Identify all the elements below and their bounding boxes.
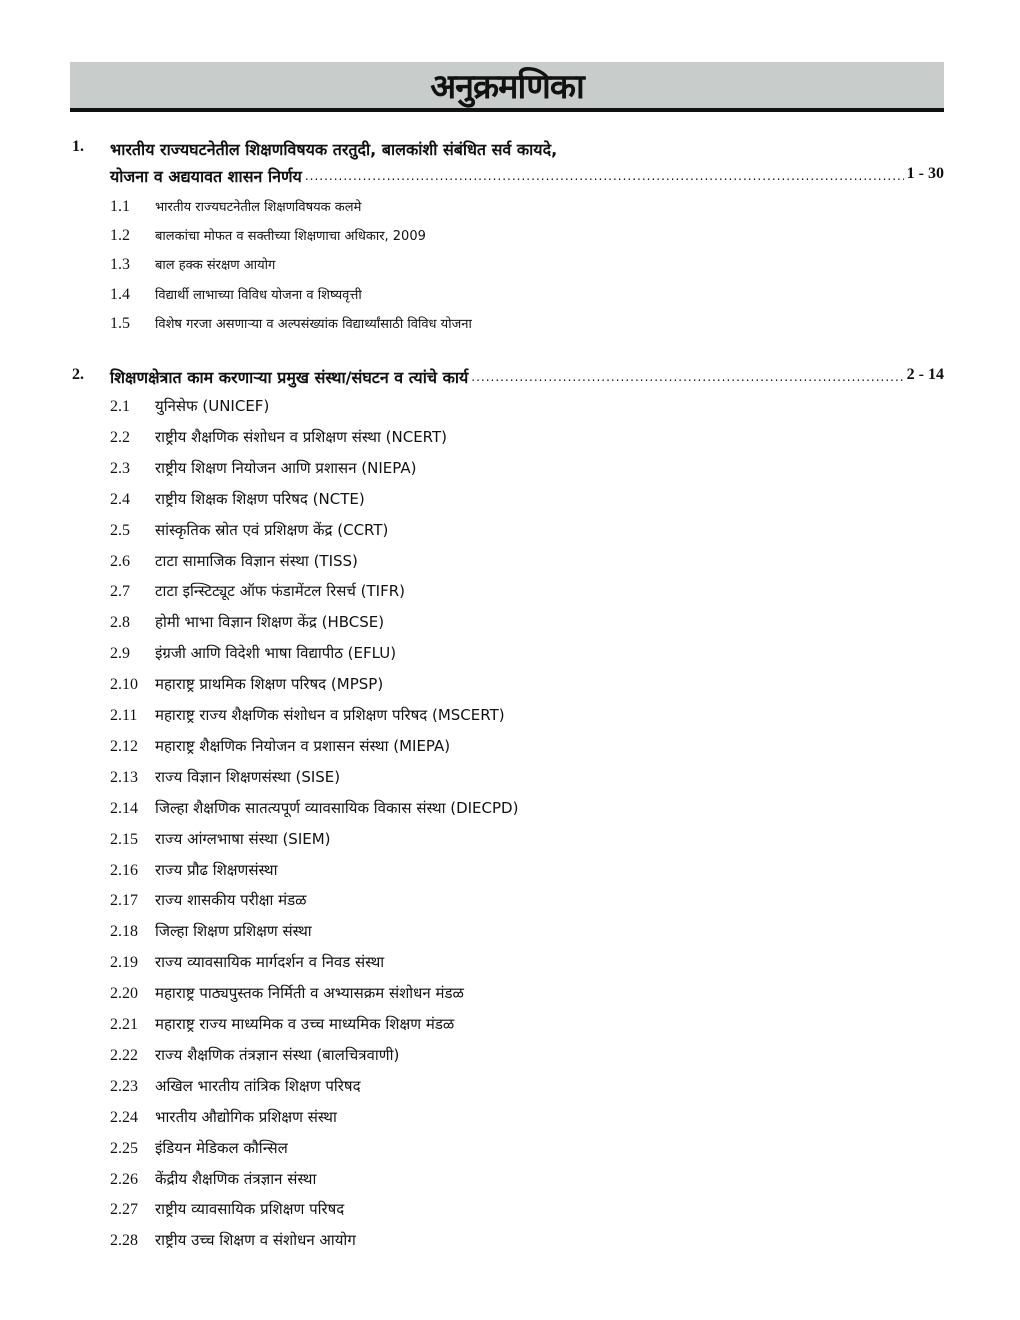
subitem-number: 2.13: [110, 768, 138, 786]
toc-section-1[interactable]: [72, 138, 944, 188]
page-range: 2 - 14: [906, 366, 944, 383]
toc-subitem[interactable]: [110, 396, 269, 416]
subitem-number: 1.2: [110, 227, 130, 245]
toc-subitem[interactable]: [110, 1230, 356, 1250]
subitem-number: 2.3: [110, 459, 130, 477]
subitem-title: महाराष्ट्र शैक्षणिक नियोजन व प्रशासन संस्था (MIEPA): [155, 736, 451, 755]
subitem-number: 2.26: [110, 1170, 138, 1188]
subitem-number: 2.5: [110, 521, 130, 539]
subitem-number: 1.3: [110, 256, 130, 274]
subitem-number: 2.21: [110, 1016, 138, 1033]
subitem-number: 2.20: [110, 985, 138, 1003]
subitem-number: 2.17: [110, 892, 138, 910]
subitem-title: विशेष गरजा असणाऱ्या व अल्पसंख्यांक विद्यार्थ्यांसाठी विविध योजना: [155, 316, 472, 332]
subitem-title: महाराष्ट्र राज्य शैक्षणिक संशोधन व प्रशिक्षण परिषद (MSCERT): [155, 706, 505, 724]
toc-subitem[interactable]: [110, 829, 331, 849]
toc-subitem[interactable]: [110, 458, 416, 478]
subitem-number: 2.18: [110, 923, 138, 941]
toc-subitem[interactable]: [110, 1199, 344, 1219]
subitem-title: राज्य शासकीय परीक्षा मंडळ: [155, 891, 307, 910]
title-band: [70, 62, 944, 112]
subitem-number: 2.12: [110, 737, 138, 755]
toc-subitem[interactable]: [110, 643, 396, 663]
subitem-number: 2.11: [110, 707, 138, 724]
subitem-number: 1.5: [110, 314, 130, 332]
toc-subitem[interactable]: [110, 197, 361, 216]
subitem-title: टाटा इन्स्टिट्यूट ऑफ फंडामेंटल रिसर्च (TIFR): [155, 582, 405, 601]
section-number: 2.: [72, 366, 84, 383]
subitem-title: राज्य आंग्लभाषा संस्था (SIEM): [155, 829, 331, 848]
subitem-title: भारतीय राज्यघटनेतील शिक्षणविषयक कलमे: [155, 200, 362, 215]
subitem-title: राष्ट्रीय शिक्षक शिक्षण परिषद (NCTE): [155, 489, 365, 508]
section-title-line2: योजना व अद्ययावत शासन निर्णय: [110, 167, 302, 186]
dot-leader: [305, 165, 904, 187]
subitem-title: जिल्हा शैक्षणिक सातत्यपूर्ण व्यावसायिक विकास संस्था (DIECPD): [155, 798, 519, 817]
subitem-number: 2.8: [110, 614, 130, 632]
section-number: 1.: [72, 138, 84, 155]
subitem-number: 2.9: [110, 645, 130, 663]
subitem-number: 1.1: [110, 198, 130, 215]
toc-subitem[interactable]: [110, 1076, 361, 1096]
toc-subitem[interactable]: [110, 1045, 399, 1065]
subitem-title: सांस्कृतिक स्रोत एवं प्रशिक्षण केंद्र (CCRT): [155, 520, 389, 539]
subitem-number: 2.24: [110, 1108, 138, 1126]
toc-subitem[interactable]: [110, 1169, 316, 1189]
subitem-title: राष्ट्रीय शैक्षणिक संशोधन व प्रशिक्षण संस्था (NCERT): [155, 427, 448, 446]
subitem-title: महाराष्ट्र राज्य माध्यमिक व उच्च माध्यमिक शिक्षण मंडळ: [155, 1015, 455, 1033]
subitem-number: 2.19: [110, 954, 138, 972]
toc-subitem[interactable]: [110, 489, 365, 509]
subitem-title: केंद्रीय शैक्षणिक तंत्रज्ञान संस्था: [155, 1169, 317, 1188]
subitem-title: टाटा सामाजिक विज्ञान संस्था (TISS): [155, 551, 358, 570]
subitem-title: राज्य प्रौढ शिक्षणसंस्था: [155, 860, 278, 879]
toc-subitem[interactable]: [110, 705, 505, 725]
subitem-title: राज्य विज्ञान शिक्षणसंस्था (SISE): [155, 767, 341, 786]
toc-subitem[interactable]: [110, 612, 384, 632]
subitem-title: राष्ट्रीय व्यावसायिक प्रशिक्षण परिषद: [155, 1200, 345, 1219]
page-title: अनुक्रमणिका: [430, 67, 584, 107]
subitem-title: महाराष्ट्र पाठ्यपुस्तक निर्मिती व अभ्यासक्रम संशोधन मंडळ: [155, 984, 464, 1003]
toc-subitem[interactable]: [110, 427, 447, 447]
subitem-number: 2.1: [110, 398, 130, 415]
toc-subitem[interactable]: [110, 767, 340, 787]
toc-subitem[interactable]: [110, 798, 518, 818]
subitem-number: 2.14: [110, 799, 138, 817]
subitem-title: इंडियन मेडिकल कौन्सिल: [155, 1138, 288, 1157]
toc-subitem[interactable]: [110, 285, 362, 304]
subitem-title: विद्यार्थी लाभाच्या विविध योजना व शिष्यवृत्ती: [155, 287, 362, 303]
subitem-number: 2.7: [110, 583, 130, 601]
toc-subitem[interactable]: [110, 921, 312, 941]
toc-subitem[interactable]: [110, 581, 405, 601]
subitem-number: 2.6: [110, 552, 130, 570]
subitem-number: 2.23: [110, 1077, 138, 1095]
toc-subitem[interactable]: [110, 314, 472, 333]
subitem-number: 2.10: [110, 676, 138, 694]
toc-section-2[interactable]: [72, 366, 944, 390]
toc-subitem[interactable]: [110, 952, 384, 972]
subitem-title: युनिसेफ (UNICEF): [155, 397, 270, 415]
subitem-number: 1.4: [110, 285, 130, 303]
subitem-title: होमी भाभा विज्ञान शिक्षण केंद्र (HBCSE): [155, 613, 385, 632]
subitem-number: 2.27: [110, 1201, 138, 1219]
toc-subitem[interactable]: [110, 1107, 337, 1127]
subitem-title: राष्ट्रीय उच्च शिक्षण व संशोधन आयोग: [155, 1231, 356, 1250]
subitem-number: 2.22: [110, 1046, 138, 1064]
section-title: शिक्षणक्षेत्रात काम करणाऱ्या प्रमुख संस्था/संघटन व त्यांचे कार्य: [110, 368, 469, 387]
toc-subitem[interactable]: [110, 255, 275, 274]
toc-subitem[interactable]: [110, 520, 388, 540]
toc-subitem[interactable]: [110, 890, 307, 910]
subitem-title: अखिल भारतीय तांत्रिक शिक्षण परिषद: [155, 1076, 361, 1095]
subitem-number: 2.28: [110, 1232, 138, 1250]
subitem-title: भारतीय औद्योगिक प्रशिक्षण संस्था: [155, 1107, 337, 1126]
toc-subitem[interactable]: [110, 860, 278, 880]
toc-subitem[interactable]: [110, 674, 383, 694]
toc-subitem[interactable]: [110, 226, 426, 245]
page-range: 1 - 30: [906, 165, 944, 182]
subitem-title: महाराष्ट्र प्राथमिक शिक्षण परिषद (MPSP): [155, 675, 384, 694]
dot-leader: [471, 366, 903, 388]
subitem-number: 2.4: [110, 490, 130, 508]
subitem-number: 2.2: [110, 428, 130, 446]
toc-subitem[interactable]: [110, 551, 358, 571]
subitem-number: 2.15: [110, 830, 138, 848]
subitem-title: राज्य व्यावसायिक मार्गदर्शन व निवड संस्था: [155, 953, 385, 972]
subitem-title: इंग्रजी आणि विदेशी भाषा विद्यापीठ (EFLU): [155, 644, 397, 663]
subitem-title: बालकांचा मोफत व सक्तीच्या शिक्षणाचा अधिकार, 2009: [155, 229, 426, 245]
toc-subitem[interactable]: [110, 983, 464, 1003]
toc-subitem[interactable]: [110, 1014, 454, 1034]
section-title-line1: भारतीय राज्यघटनेतील शिक्षणविषयक तरतुदी, बालकांशी संबंधित सर्व कायदे,: [110, 140, 558, 159]
subitem-title: राज्य शैक्षणिक तंत्रज्ञान संस्था (बालचित्रवाणी): [155, 1045, 400, 1064]
subitem-number: 2.25: [110, 1139, 138, 1157]
toc-subitem[interactable]: [110, 1138, 288, 1158]
subitem-title: जिल्हा शिक्षण प्रशिक्षण संस्था: [155, 922, 312, 941]
subitem-title: राष्ट्रीय शिक्षण नियोजन आणि प्रशासन (NIEPA): [155, 458, 417, 477]
toc-subitem[interactable]: [110, 736, 450, 756]
subitem-number: 2.16: [110, 861, 138, 879]
subitem-title: बाल हक्क संरक्षण आयोग: [155, 258, 276, 274]
